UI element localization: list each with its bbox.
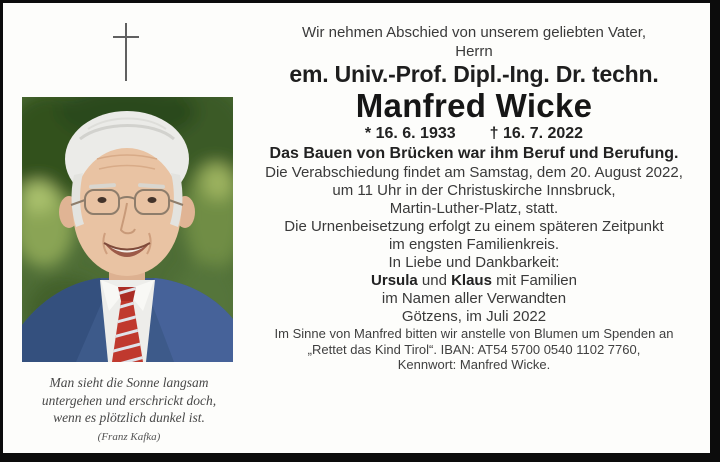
urn-line: im engsten Familienkreis. [388, 236, 560, 253]
cross-icon [113, 23, 139, 81]
farewell-paragraph [235, 164, 713, 218]
family-names-line [235, 272, 713, 290]
closing-heading: In Liebe und Dankbarkeit: [388, 254, 560, 271]
intro-lines [235, 23, 713, 61]
intro-line-2: Herrn [455, 43, 493, 60]
quote-line: wenn es plötzlich dunkel ist. [53, 410, 205, 425]
eye-right [148, 197, 157, 203]
academic-titles: em. Univ.-Prof. Dipl.-Ing. Dr. techn. [289, 61, 659, 87]
family-conjunction: und [417, 272, 452, 289]
family-suffix: mit Familien [491, 272, 577, 289]
donation-line: „Rettet das Kind Tirol“. IBAN: AT54 5700 0540 1102 7760, [307, 341, 641, 357]
farewell-line: um 11 Uhr in der Christuskirche Innsbruck, [332, 182, 616, 199]
family-line-2: im Namen aller Verwandten [381, 290, 567, 307]
death-date: † 16. 7. 2022 [489, 125, 584, 142]
cross-vertical-bar [125, 23, 127, 81]
eye-left [98, 197, 107, 203]
quote-line: Man sieht die Sonne langsam [49, 375, 209, 390]
life-dates [235, 124, 713, 144]
deceased-name: Manfred Wicke [355, 87, 593, 124]
quote-attribution: (Franz Kafka) [97, 430, 161, 443]
family-name-klaus: Klaus [451, 272, 492, 289]
place-and-date: Götzens, im Juli 2022 [401, 308, 547, 325]
farewell-line: Die Verabschiedung findet am Samstag, dem 20. August 2022, [265, 164, 683, 181]
portrait-photo [22, 97, 233, 362]
family-name-ursula: Ursula [371, 272, 418, 289]
donation-paragraph [235, 326, 713, 373]
quote-block [3, 374, 255, 446]
portrait-illustration [22, 97, 233, 362]
birth-date: * 16. 6. 1933 [364, 125, 456, 142]
cross-horizontal-bar [113, 36, 139, 38]
obituary-page [3, 3, 710, 453]
donation-line: Kennwort: Manfred Wicke. [397, 357, 551, 372]
urn-paragraph [235, 218, 713, 254]
notice-content [235, 23, 713, 373]
donation-line: Im Sinne von Manfred bitten wir anstelle von Blumen um Spenden an [274, 326, 674, 341]
motto-line: Das Bauen von Brücken war ihm Beruf und Berufung. [269, 145, 679, 162]
farewell-line: Martin-Luther-Platz, statt. [389, 200, 559, 217]
intro-line-1: Wir nehmen Abschied von unserem geliebten Vater, [301, 24, 647, 41]
urn-line: Die Urnenbeisetzung erfolgt zu einem späteren Zeitpunkt [284, 218, 664, 235]
quote-line: untergehen und erschrickt doch, [41, 392, 217, 408]
